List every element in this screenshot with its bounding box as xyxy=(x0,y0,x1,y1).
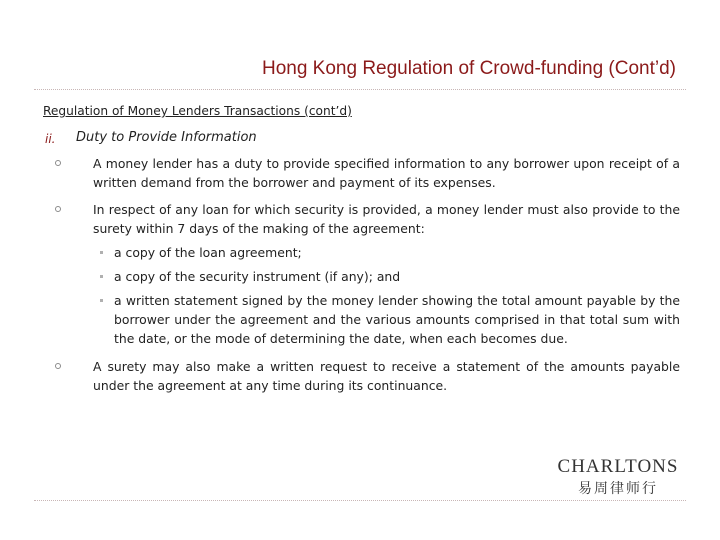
logo-english: CHARLTONS xyxy=(557,456,679,477)
sub-point-text: a copy of the security instrument (if any); and xyxy=(114,269,401,284)
sub-list-item xyxy=(114,267,680,286)
sub-list-item xyxy=(114,243,680,262)
logo-chinese: 易周律师行 xyxy=(578,481,658,497)
circle-bullet-icon xyxy=(55,363,61,369)
top-divider xyxy=(34,89,686,90)
section-subheading: Regulation of Money Lenders Transactions (cont’d) xyxy=(43,104,352,118)
sub-point-text: a written statement signed by the money lender showing the total amount payable by the borrower under the agreement and the various amounts comprised in that total sum with the date, or the mode of determining the date, when each becomes due. xyxy=(114,293,680,346)
charltons-logo xyxy=(556,456,680,498)
square-bullet-icon xyxy=(100,251,103,254)
list-item xyxy=(93,357,680,395)
sub-point-list xyxy=(114,243,680,348)
slide-title: Hong Kong Regulation of Crowd-funding (Cont’d) xyxy=(261,58,676,79)
section-heading: Duty to Provide Information xyxy=(76,130,257,145)
bottom-divider xyxy=(34,500,686,501)
list-item xyxy=(93,200,680,348)
section-numeral: ii. xyxy=(45,132,56,146)
circle-bullet-icon xyxy=(55,160,61,166)
sub-list-item xyxy=(114,291,680,348)
point-text: A money lender has a duty to provide specified information to any borrower upon receipt of a written demand from the borrower and payment of its expenses. xyxy=(93,156,680,190)
point-list xyxy=(93,154,680,395)
point-text: In respect of any loan for which security is provided, a money lender must also provide to the surety within 7 days of the making of the agreement: xyxy=(93,202,680,236)
square-bullet-icon xyxy=(100,299,103,302)
square-bullet-icon xyxy=(100,275,103,278)
point-text: A surety may also make a written request to receive a statement of the amounts payable under the agreement at any time during its continuance. xyxy=(93,359,680,393)
sub-point-text: a copy of the loan agreement; xyxy=(114,245,302,260)
list-item xyxy=(93,154,680,192)
circle-bullet-icon xyxy=(55,206,61,212)
